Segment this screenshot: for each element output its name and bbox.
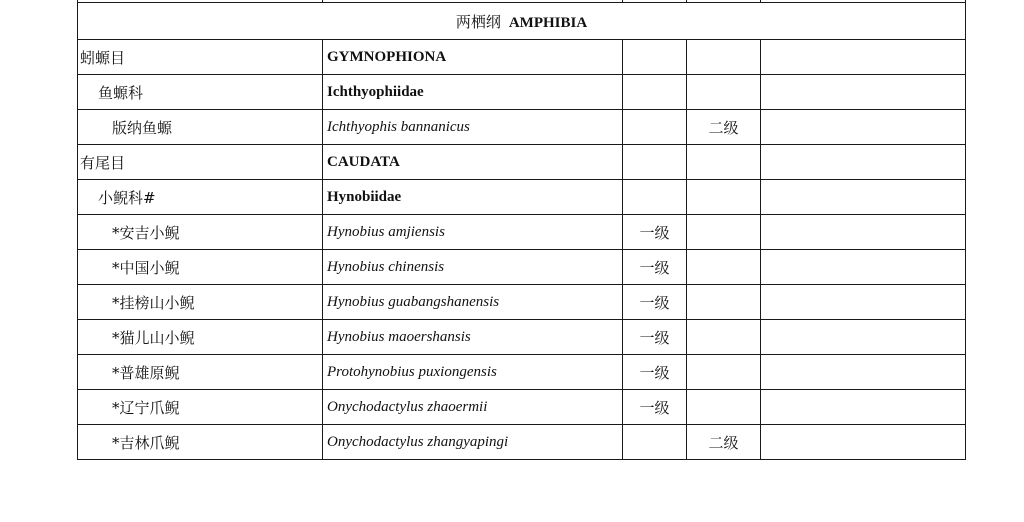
scientific-name-cell: Hynobius maoershansis <box>323 320 623 355</box>
table-row-order <box>78 40 966 75</box>
chinese-name-cell: *挂榜山小鲵 <box>78 285 323 320</box>
class-name-cn: 两栖纲 <box>455 12 501 31</box>
grade-2-cell <box>687 180 761 215</box>
grade-2-cell <box>687 145 761 180</box>
grade-2-cell <box>687 250 761 285</box>
chinese-name-cell: *吉林爪鲵 <box>78 425 323 460</box>
grade-1-cell <box>623 180 687 215</box>
class-header-row <box>78 3 966 40</box>
chinese-name-cell: 鱼螈科 <box>78 75 323 110</box>
grade-1-cell: 一级 <box>623 355 687 390</box>
grade-2-cell <box>687 215 761 250</box>
note-cell <box>761 110 966 145</box>
note-cell <box>761 355 966 390</box>
table-row-species <box>78 285 966 320</box>
table-row-species <box>78 250 966 285</box>
grade-1-cell <box>623 75 687 110</box>
note-cell <box>761 180 966 215</box>
table-row-species <box>78 355 966 390</box>
grade-1-cell <box>623 425 687 460</box>
note-cell <box>761 75 966 110</box>
chinese-name-cell: *辽宁爪鲵 <box>78 390 323 425</box>
chinese-name-cell: 小鲵科# <box>78 180 323 215</box>
chinese-name-cell: *中国小鲵 <box>78 250 323 285</box>
note-cell <box>761 40 966 75</box>
scientific-name-cell: Onychodactylus zhangyapingi <box>323 425 623 460</box>
grade-2-cell <box>687 390 761 425</box>
note-cell <box>761 425 966 460</box>
grade-2-cell <box>687 285 761 320</box>
grade-2-cell <box>687 320 761 355</box>
table-row-species <box>78 110 966 145</box>
table-row-species <box>78 390 966 425</box>
note-cell <box>761 390 966 425</box>
scientific-name-cell: Hynobius chinensis <box>323 250 623 285</box>
grade-1-cell: 一级 <box>623 390 687 425</box>
class-header-cell <box>78 3 966 40</box>
table-row-family <box>78 180 966 215</box>
grade-1-cell <box>623 40 687 75</box>
grade-2-cell <box>687 75 761 110</box>
grade-1-cell <box>623 110 687 145</box>
table-row-species <box>78 215 966 250</box>
chinese-name-cell: *普雄原鲵 <box>78 355 323 390</box>
grade-2-cell: 二级 <box>687 110 761 145</box>
grade-1-cell <box>623 145 687 180</box>
table-row-order <box>78 145 966 180</box>
note-cell <box>761 145 966 180</box>
scientific-name-cell: Hynobiidae <box>323 180 623 215</box>
note-cell <box>761 215 966 250</box>
scientific-name-cell: Ichthyophis bannanicus <box>323 110 623 145</box>
grade-1-cell: 一级 <box>623 285 687 320</box>
note-cell <box>761 285 966 320</box>
scientific-name-cell: Hynobius guabangshanensis <box>323 285 623 320</box>
scientific-name-cell: Ichthyophiidae <box>323 75 623 110</box>
chinese-name-cell: *猫儿山小鲵 <box>78 320 323 355</box>
protected-species-table <box>77 0 966 460</box>
table-row-family <box>78 75 966 110</box>
chinese-name-cell: 蚓螈目 <box>78 40 323 75</box>
scientific-name-cell: CAUDATA <box>323 145 623 180</box>
scientific-name-cell: GYMNOPHIONA <box>323 40 623 75</box>
note-cell <box>761 320 966 355</box>
chinese-name-cell: *安吉小鲵 <box>78 215 323 250</box>
scientific-name-cell: Hynobius amjiensis <box>323 215 623 250</box>
grade-2-cell: 二级 <box>687 425 761 460</box>
chinese-name-cell: 版纳鱼螈 <box>78 110 323 145</box>
grade-1-cell: 一级 <box>623 320 687 355</box>
grade-1-cell: 一级 <box>623 215 687 250</box>
grade-1-cell: 一级 <box>623 250 687 285</box>
grade-2-cell <box>687 40 761 75</box>
class-name-en: AMPHIBIA <box>508 14 588 31</box>
scientific-name-cell: Onychodactylus zhaoermii <box>323 390 623 425</box>
grade-2-cell <box>687 355 761 390</box>
species-table-sheet <box>77 0 965 460</box>
table-row-species <box>78 425 966 460</box>
note-cell <box>761 250 966 285</box>
table-row-species <box>78 320 966 355</box>
chinese-name-cell: 有尾目 <box>78 145 323 180</box>
scientific-name-cell: Protohynobius puxiongensis <box>323 355 623 390</box>
